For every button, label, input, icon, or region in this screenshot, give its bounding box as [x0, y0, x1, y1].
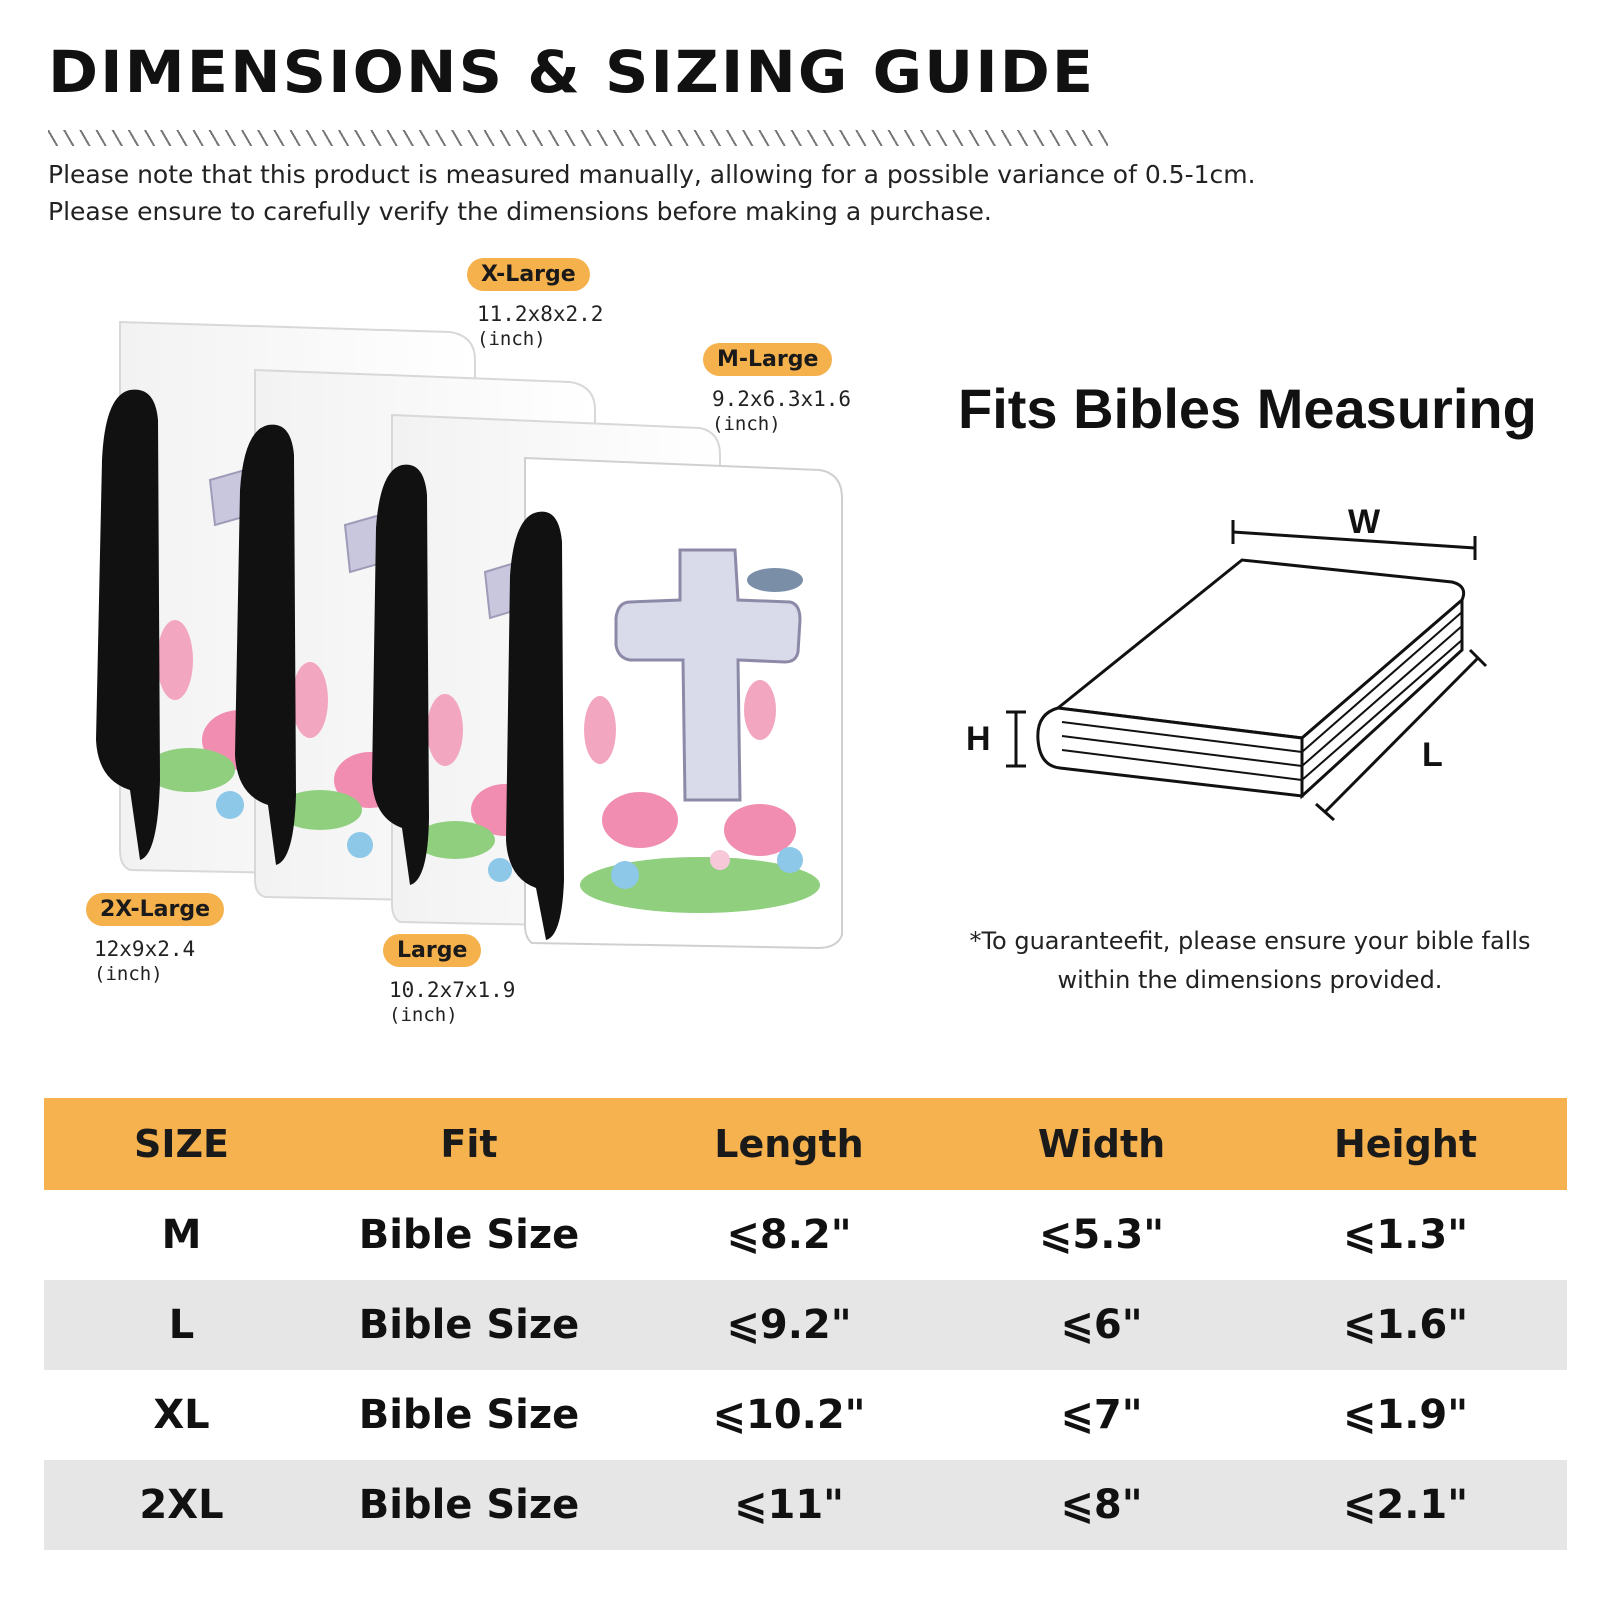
table-row: [44, 1280, 1567, 1370]
table-header-row: [44, 1098, 1567, 1190]
cell-fit: Bible Size: [358, 1212, 580, 1258]
cell-length: ⩽8.2": [726, 1212, 852, 1258]
size-unit-x-large: (inch): [477, 328, 546, 350]
size-dims-2x-large: 12x9x2.4: [94, 937, 196, 961]
cell-height: ⩽2.1": [1244, 1460, 1567, 1550]
cell-size: 2XL: [44, 1460, 319, 1550]
size-dims-large: 10.2x7x1.9: [389, 978, 516, 1002]
fits-title: Fits Bibles Measuring: [958, 377, 1537, 440]
book-dimension-diagram: [950, 490, 1550, 850]
cell-length: ⩽9.2": [619, 1280, 959, 1370]
cell-height: ⩽1.3": [1342, 1212, 1469, 1258]
table-row: [44, 1370, 1567, 1460]
cover-m-large: [506, 458, 842, 948]
cell-fit: Bible Size: [319, 1280, 619, 1370]
size-badge-m-large: M-Large: [703, 343, 832, 376]
guarantee-note-line2: within the dimensions provided.: [1057, 966, 1443, 994]
size-table: [44, 1098, 1567, 1550]
guarantee-note-line1: *To guaranteefit, please ensure your bible falls: [969, 927, 1531, 955]
height-label: H: [966, 720, 991, 758]
table-row: [44, 1190, 1567, 1280]
header-size: SIZE: [44, 1098, 319, 1190]
size-unit-2x-large: (inch): [94, 963, 163, 985]
header-length: Length: [619, 1098, 959, 1190]
cell-width: ⩽5.3": [1038, 1212, 1165, 1258]
cell-fit: Bible Size: [319, 1460, 619, 1550]
hatch-divider: [48, 130, 1108, 146]
page-title: DIMENSIONS & SIZING GUIDE: [48, 38, 1096, 106]
cell-height: ⩽1.6": [1244, 1280, 1567, 1370]
size-unit-m-large: (inch): [712, 413, 781, 435]
verify-note: Please ensure to carefully verify the dimensions before making a purchase.: [48, 197, 992, 226]
cell-width: ⩽7": [1060, 1392, 1143, 1438]
cell-width: ⩽8": [959, 1460, 1244, 1550]
cell-size: XL: [153, 1392, 210, 1438]
width-label: W: [1348, 503, 1381, 541]
header-height: Height: [1244, 1098, 1567, 1190]
cell-fit: Bible Size: [358, 1392, 580, 1438]
cell-width: ⩽6": [959, 1280, 1244, 1370]
size-badge-large: Large: [383, 934, 481, 967]
header-width: Width: [959, 1098, 1244, 1190]
size-unit-large: (inch): [389, 1004, 458, 1026]
cell-length: ⩽10.2": [712, 1392, 866, 1438]
bird-artwork: [747, 568, 803, 592]
variance-note: Please note that this product is measured manually, allowing for a possible variance of 0.5-1cm.: [48, 160, 1256, 189]
size-badge-x-large: X-Large: [467, 258, 590, 291]
cell-height: ⩽1.9": [1342, 1392, 1469, 1438]
cell-length: ⩽11": [619, 1460, 959, 1550]
cell-size: M: [161, 1212, 202, 1258]
header-fit: Fit: [319, 1098, 619, 1190]
size-dims-m-large: 9.2x6.3x1.6: [712, 387, 852, 411]
cell-size: L: [44, 1280, 319, 1370]
size-dims-x-large: 11.2x8x2.2: [477, 302, 604, 326]
guarantee-note: [940, 922, 1560, 1000]
length-label: L: [1422, 736, 1443, 774]
size-badge-2x-large: 2X-Large: [86, 893, 224, 926]
table-row: [44, 1460, 1567, 1550]
